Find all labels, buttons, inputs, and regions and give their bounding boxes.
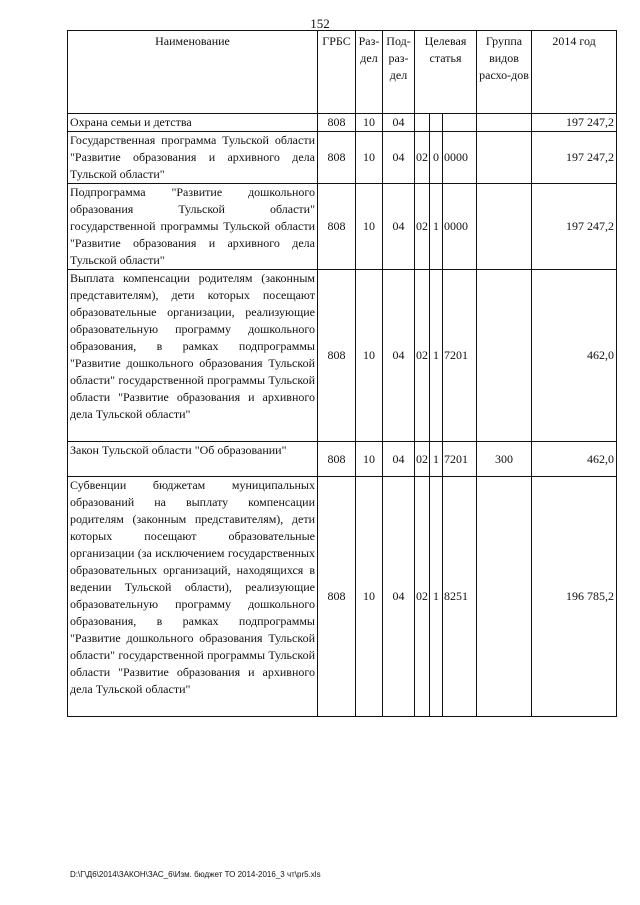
row-cs-subprogram: 1: [430, 477, 443, 717]
table-header-row: [68, 31, 617, 114]
row-cs-code: 7201: [443, 270, 477, 442]
row-sum: 462,0: [532, 442, 617, 477]
row-cs-program: 02: [415, 132, 430, 184]
row-sum: 197 247,2: [532, 184, 617, 270]
row-vr: [477, 270, 532, 442]
row-vr: 300: [477, 442, 532, 477]
row-name: Выплата компенсации родителям (законным представителям), дети которых посещают образовательные организации, реализующие образовательную программу дошкольного образования, в рамках подпрограммы "Развитие дошкольного образования Тульской области" государственной программы Тульской области "Развитие образования и архивного дела Тульской области": [68, 270, 318, 442]
row-name: Закон Тульской области "Об образовании": [68, 442, 318, 477]
file-path-footer: D:\Г\Д6\2014\ЗАКОН\ЗАС_6\Изм. бюджет ТО 2014-2016_3 чт\pr5.xls: [70, 870, 321, 879]
row-vr: [477, 132, 532, 184]
row-podrazdel: 04: [383, 132, 415, 184]
header-year: 2014 год: [532, 31, 617, 114]
row-razdel: 10: [356, 442, 383, 477]
row-grbs: 808: [318, 442, 356, 477]
row-cs-code: 7201: [443, 442, 477, 477]
row-vr: [477, 477, 532, 717]
row-podrazdel: 04: [383, 114, 415, 132]
table-row: [68, 184, 617, 270]
budget-table: [67, 30, 617, 717]
row-razdel: 10: [356, 270, 383, 442]
row-grbs: 808: [318, 132, 356, 184]
row-razdel: 10: [356, 184, 383, 270]
header-celevaya: Целевая статья: [415, 31, 477, 114]
row-podrazdel: 04: [383, 270, 415, 442]
row-razdel: 10: [356, 114, 383, 132]
row-name: Охрана семьи и детства: [68, 114, 318, 132]
row-cs-program: 02: [415, 477, 430, 717]
row-razdel: 10: [356, 477, 383, 717]
header-gruppa: Группа видов расхо-дов: [477, 31, 532, 114]
row-cs-code: [443, 114, 477, 132]
row-cs-subprogram: 0: [430, 132, 443, 184]
row-cs-subprogram: 1: [430, 270, 443, 442]
row-sum: 462,0: [532, 270, 617, 442]
row-sum: 196 785,2: [532, 477, 617, 717]
header-podrazdel: Под-раз-дел: [383, 31, 415, 114]
table-row: [68, 132, 617, 184]
row-cs-program: 02: [415, 442, 430, 477]
row-name: Государственная программа Тульской области "Развитие образования и архивного дела Тульской области": [68, 132, 318, 184]
table-row: [68, 114, 617, 132]
row-vr: [477, 184, 532, 270]
header-name: Наименование: [68, 31, 318, 114]
row-cs-program: [415, 114, 430, 132]
row-cs-subprogram: 1: [430, 442, 443, 477]
row-name: Субвенции бюджетам муниципальных образований на выплату компенсации родителям (законным представителям), дети которых посещают образовательные организации (за исключением государственных образовательных организаций, находящихся в ведении Тульской области), реализующие образовательную программу дошкольного образования, в рамках подпрограммы "Развитие дошкольного образования Тульской области" государственной программы Тульской области "Развитие образования и архивного дела Тульской области": [68, 477, 318, 717]
row-grbs: 808: [318, 270, 356, 442]
row-grbs: 808: [318, 184, 356, 270]
row-name: Подпрограмма "Развитие дошкольного образования Тульской области" государственной программы Тульской области "Развитие образования и архивного дела Тульской области": [68, 184, 318, 270]
header-razdel: Раз-дел: [356, 31, 383, 114]
row-cs-code: 0000: [443, 132, 477, 184]
table-row: [68, 477, 617, 717]
row-podrazdel: 04: [383, 184, 415, 270]
row-cs-subprogram: [430, 114, 443, 132]
row-podrazdel: 04: [383, 477, 415, 717]
header-grbs: ГРБС: [318, 31, 356, 114]
row-sum: 197 247,2: [532, 114, 617, 132]
row-cs-code: 8251: [443, 477, 477, 717]
row-podrazdel: 04: [383, 442, 415, 477]
row-cs-code: 0000: [443, 184, 477, 270]
row-cs-program: 02: [415, 270, 430, 442]
row-vr: [477, 114, 532, 132]
row-cs-program: 02: [415, 184, 430, 270]
row-razdel: 10: [356, 132, 383, 184]
row-sum: 197 247,2: [532, 132, 617, 184]
table-row: [68, 442, 617, 477]
row-grbs: 808: [318, 477, 356, 717]
row-grbs: 808: [318, 114, 356, 132]
table-row: [68, 270, 617, 442]
page-number: 152: [310, 16, 330, 31]
row-cs-subprogram: 1: [430, 184, 443, 270]
